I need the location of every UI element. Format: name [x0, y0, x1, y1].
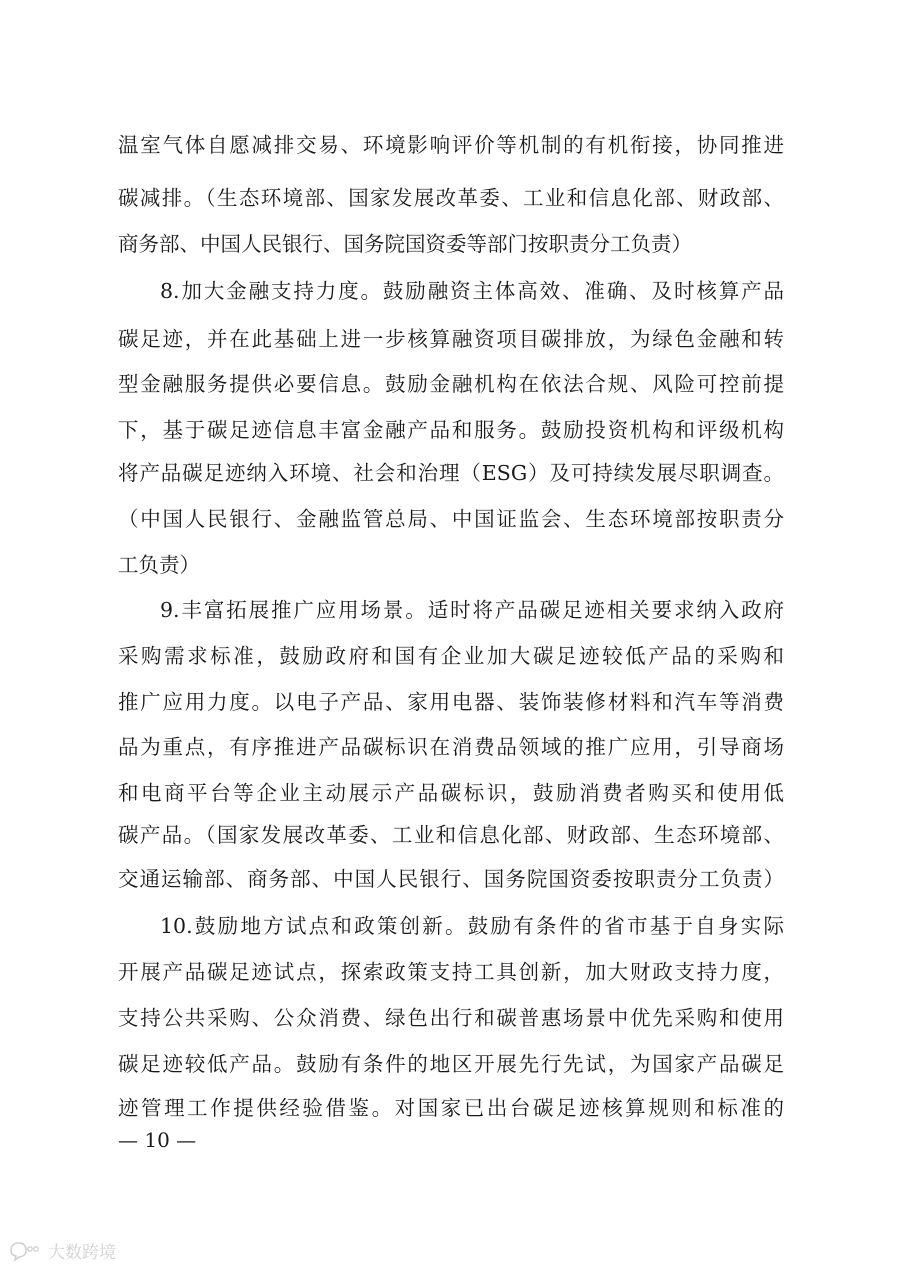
section-heading-10: 10.鼓励地方试点和政策创新。鼓励有条件的省市基于自身实际	[160, 914, 784, 938]
text-line: 交通运输部、商务部、中国人民银行、国务院国资委按职责分工负责）	[118, 867, 784, 891]
text-line: 开展产品碳足迹试点，探索政策支持工具创新，加大财政支持力度，	[118, 960, 784, 984]
text-line: 温室气体自愿减排交易、环境影响评价等机制的有机衔接，协同推进	[118, 133, 784, 157]
page-number: — 10 —	[118, 1128, 197, 1152]
section-heading-9: 9.丰富拓展推广应用场景。适时将产品碳足迹相关要求纳入政府	[160, 598, 784, 622]
text-line: 碳足迹较低产品。鼓励有条件的地区开展先行先试，为国家产品碳足	[118, 1052, 784, 1076]
text-line: 工负责）	[118, 553, 200, 577]
text-line: 采购需求标准，鼓励政府和国有企业加大碳足迹较低产品的采购和	[118, 644, 784, 668]
text-line: 迹管理工作提供经验借鉴。对国家已出台碳足迹核算规则和标准的	[118, 1096, 784, 1120]
text-line: 碳减排。（生态环境部、国家发展改革委、工业和信息化部、财政部、	[118, 186, 784, 210]
text-line: 和电商平台等企业主动展示产品碳标识，鼓励消费者购买和使用低	[118, 781, 784, 805]
watermark-text: 大数跨境	[48, 1243, 116, 1263]
text-line: 碳产品。（国家发展改革委、工业和信息化部、财政部、生态环境部、	[118, 823, 784, 847]
text-line: 品为重点，有序推进产品碳标识在消费品领域的推广应用，引导商场	[118, 735, 784, 759]
text-line: 下，基于碳足迹信息丰富金融产品和服务。鼓励投资机构和评级机构	[118, 418, 784, 442]
text-line: 将产品碳足迹纳入环境、社会和治理（ESG）及可持续发展尽职调查。	[118, 461, 784, 485]
text-line: 推广应用力度。以电子产品、家用电器、装饰装修材料和汽车等消费	[118, 690, 784, 714]
text-line: 型金融服务提供必要信息。鼓励金融机构在依法合规、风险可控前提	[118, 372, 784, 396]
section-heading-8: 8.加大金融支持力度。鼓励融资主体高效、准确、及时核算产品	[160, 279, 784, 303]
chat-bubble-icon	[8, 1240, 42, 1262]
watermark	[8, 1238, 116, 1263]
text-line: 碳足迹，并在此基础上进一步核算融资项目碳排放，为绿色金融和转	[118, 327, 784, 351]
text-line: （中国人民银行、金融监管总局、中国证监会、生态环境部按职责分	[118, 507, 784, 531]
text-line: 支持公共采购、公众消费、绿色出行和碳普惠场景中优先采购和使用	[118, 1006, 784, 1030]
text-line: 商务部、中国人民银行、国务院国资委等部门按职责分工负责）	[118, 232, 692, 256]
